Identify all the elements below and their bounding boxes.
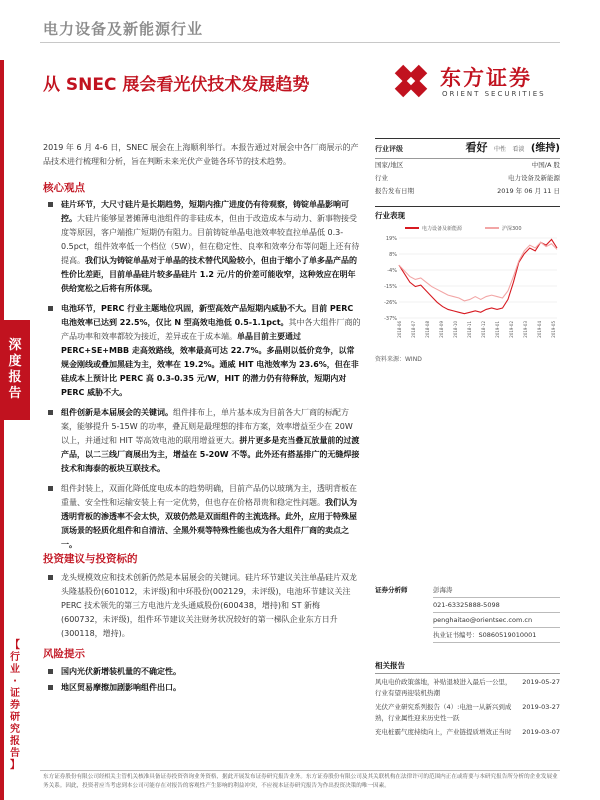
side-sub-char: 报 — [10, 736, 20, 747]
related-report-date: 2019-03-07 — [522, 728, 560, 736]
point-text: 组件排布上，单片基本成为目前各大厂商的标配方案，能够提升 5-15W 的功率，叠瓦则是最理想的排布方案，效率增益至少在 20W 以上，并通过和 HIT 等高效电池的联用增益更大。 — [61, 408, 353, 445]
side-sub-char: · — [13, 676, 17, 687]
analyst-email[interactable]: penghaitao@orientsec.com.cn — [433, 613, 560, 628]
x-tick-label: 2018-08 — [425, 321, 430, 338]
point-bold: 组件创新是本届展会的关键词。 — [61, 408, 173, 417]
rating-row — [375, 138, 560, 159]
analyst-row — [375, 583, 560, 598]
side-tab-char: 度 — [8, 354, 22, 369]
side-tab-char: 告 — [8, 386, 22, 401]
rating-label: 行业评级 — [375, 145, 403, 153]
related-reports — [375, 660, 560, 741]
side-sub-char: 【 — [10, 640, 20, 651]
list-item[interactable] — [375, 677, 560, 699]
section-invest-title: 投资建议与投资标的 — [43, 553, 138, 565]
analyst-row — [375, 598, 560, 613]
list-item — [43, 482, 361, 552]
row-label: 国家/地区 — [375, 161, 404, 169]
company-logo — [388, 58, 568, 108]
analyst-row — [375, 628, 560, 643]
list-item — [43, 198, 361, 296]
report-category-vertical — [4, 640, 26, 772]
related-report-name[interactable]: 充电桩霸气度持续向上，产业链提质增效正当时 — [375, 728, 512, 736]
logo-mark-icon — [388, 58, 434, 104]
side-sub-char: 】 — [10, 760, 20, 771]
x-tick-label: 2018-11 — [467, 321, 472, 338]
section-risk-title: 风险提示 — [43, 648, 85, 660]
x-tick-label: 2018-09 — [439, 321, 444, 338]
point-bold: 硅片环节，大尺寸硅片是长期趋势，短期内推广进度仍有待观察，铸锭单晶影响可控。 — [61, 200, 349, 223]
analyst-name: 彭海涛 — [433, 583, 560, 598]
point-bold: 电池环节，PERC 行业主题地位巩固，新型高效产品短期内威胁不大。目前 PERC 电池效率已达到 22.5%，仅比 N 型高效电池低 0.5-1.1pct。 — [61, 304, 354, 327]
side-tab-char: 深 — [8, 338, 22, 353]
disclaimer-footer: 东方证券股份有限公司经相关主管机关核准具备证券投资咨询业务资格，据此开展发布证券研究报告业务。东方证券股份有限公司及其关联机构在法律许可的范围内正在或将要与本研究报告所分析的企业发展业务关系。因此，投资者应当考虑到本公司可能存在对报告的客观性产生影响的利益冲突，不应视本证券研究报告为作出投资决策的唯一因素。 — [43, 774, 558, 789]
x-tick-label: 2019-03 — [523, 321, 528, 338]
list-item — [43, 406, 361, 476]
core-points-list — [43, 198, 361, 558]
list-item: 龙头规模效应和技术创新仍然是本届展会的关键词。硅片环节建议关注单晶硅片双龙头隆基股份(601012，未评级)和中环股份(002129，未评级)，电池环节建议关注 PERC 技术领先的第三方电池片龙头通威股份(600438，增持)和 ST 新梅(600732，未评级)，组件环节建议关注财务状况较好的第一梯队企业东方日升(300118，增持)。 — [43, 571, 361, 641]
side-sub-char: 告 — [10, 748, 20, 759]
y-tick-label: -15% — [384, 284, 397, 290]
rating-table — [375, 138, 560, 198]
row-label: 报告发布日期 — [375, 187, 414, 195]
related-report-name[interactable]: 风电电价政策落地，补贴退坡进入最后一公里，行业有望再迎装机热潮 — [375, 678, 512, 697]
series-line — [399, 239, 557, 313]
x-tick-label: 2019-04 — [537, 321, 542, 338]
side-sub-char: 研 — [10, 712, 20, 723]
section-core-title: 核心观点 — [43, 182, 85, 194]
row-value: 中国/A 股 — [531, 161, 560, 169]
side-sub-char: 行 — [10, 652, 20, 663]
logo-text-cn: 东方证券 — [440, 66, 532, 90]
point-bold: 拼片更多是充当叠瓦放量前的过渡产品，以二三线厂商展出为主，增益在 5-20W 不等。此外还有搭基排广的无缝焊接技术和海泰的板块互联技术。 — [61, 436, 360, 473]
legend-label: 电力设备及新能源 — [422, 226, 463, 232]
invest-points-list — [43, 571, 361, 647]
analyst-row — [375, 613, 560, 628]
row-label: 行业 — [375, 174, 388, 182]
x-tick-label: 2019-05 — [551, 321, 556, 338]
report-title: 从 SNEC 展会看光伏技术发展趋势 — [43, 75, 310, 95]
rating-value: 看好 — [465, 141, 488, 154]
row-value: 电力设备及新能源 — [508, 174, 560, 182]
report-type-tab — [0, 320, 30, 420]
y-tick-label: -26% — [384, 300, 397, 306]
table-row — [375, 185, 560, 198]
x-tick-label: 2019-02 — [509, 321, 514, 338]
point-bold: 我们认为铸锭单晶对于单晶的技术替代风险较小，但由于缩小了单多晶产品的性价比差距，目前单晶硅片较多晶硅片 1.2 元/片的价差可能收窄，这种效应在明年供给宽松之后将有所体现。 — [61, 256, 357, 293]
related-reports-title: 相关报告 — [375, 660, 560, 674]
x-tick-label: 2018-12 — [481, 321, 486, 338]
y-tick-label: -37% — [384, 316, 397, 322]
y-tick-label: 8% — [389, 252, 397, 258]
x-tick-label: 2018-10 — [453, 321, 458, 338]
series-line — [399, 242, 557, 301]
rating-keep: (维持) — [530, 143, 560, 154]
analyst-phone: 021-63325888-5098 — [433, 598, 560, 613]
risk-points-list — [43, 665, 361, 697]
point-bold: 单晶目前主要通过 PERC+SE+MBB 走高效路线，效率最高可达 22.7%。多晶则以低价竞争，以常规金刚线或叠加黑硅为主，效率在 19.2%。通威 HIT 电池效率为 23.6%，但在非硅成本上预计比 PERC 高 0.3-0.35 元/W，HIT 的潜力仍有待释放，短期内对 PERC 威胁不大。 — [61, 332, 359, 397]
list-item: 地区贸易摩擦加剧影响组件出口。 — [43, 681, 361, 695]
table-row — [375, 159, 560, 172]
list-item[interactable] — [375, 702, 560, 724]
legend-label: 沪深300 — [502, 226, 522, 232]
row-value: 2019 年 06 月 11 日 — [497, 187, 560, 195]
x-tick-label: 2018-07 — [411, 321, 416, 338]
rating-option: 中性 — [493, 146, 506, 153]
x-tick-label: 2018-06 — [397, 321, 402, 338]
y-tick-label: 19% — [385, 236, 397, 242]
chart-source: 资料来源：WIND — [375, 356, 422, 363]
intro-paragraph: 2019 年 6 月 4-6 日，SNEC 展会在上海顺利举行。本报告通过对展会中各厂商展示的产品技术进行梳理和分析，旨在判断未来光伏产业链各环节的技术趋势。 — [43, 143, 359, 166]
side-sub-char: 券 — [10, 700, 20, 711]
logo-text-en: ORIENT SECURITIES — [442, 90, 546, 98]
header-divider — [40, 42, 560, 43]
point-text: 其中各大组件厂商的产品功率和效率都较为接近，差异或在于成本端。 — [61, 318, 361, 341]
related-report-name[interactable]: 光伏产业研究系列报告（4）:电池一从新兴到成熟，行业属性迎来历史性一跃 — [375, 703, 512, 722]
point-text: 组件封装上，双面化降低度电成本的趋势明确，目前产品仍以玻璃为主，透明背板在重量、安全性和运输安装上有一定优势，但也存在价格昂贵和稳定性问题。 — [61, 484, 357, 507]
point-bold: 我们认为透明背板的渗透率不会太快，双玻仍然是双面组件的主流选择。此外，应用于特殊屋顶场景的轻质化组件和自清洁、全黑外观等特殊性能也成为各大组件厂商的卖点之一。 — [61, 498, 357, 549]
list-item: 国内光伏新增装机量的不确定性。 — [43, 665, 361, 679]
industry-performance-title: 行业表现 — [375, 206, 560, 221]
cert-number: S0860519010001 — [478, 631, 537, 639]
table-row — [375, 172, 560, 185]
point-text: 大硅片能够显著摊薄电池组件的非硅成本，但由于改造成本与动力、新事物接受度等原因，客户端推广短期仍有阻力。目前铸锭单晶电池效率较直拉单晶低 0.3-0.5pct，组件效率低一个档位（5W），但在稳定性、良率和效率分布等问题上还有待提高。 — [61, 214, 360, 265]
performance-chart — [375, 220, 560, 340]
list-item — [43, 302, 361, 400]
analyst-info — [375, 583, 560, 643]
rating-option: 看淡 — [512, 146, 525, 153]
side-sub-char: 究 — [10, 724, 20, 735]
footer-divider — [40, 770, 560, 771]
cert-label: 执业证书编号： — [433, 631, 479, 639]
side-sub-char: 业 — [10, 664, 20, 675]
analyst-label: 证券分析师 — [375, 586, 408, 594]
x-tick-label: 2019-01 — [495, 321, 500, 338]
related-report-date: 2019-03-27 — [522, 703, 560, 711]
side-sub-char: 证 — [10, 688, 20, 699]
y-tick-label: -4% — [387, 268, 397, 274]
list-item[interactable] — [375, 727, 560, 738]
related-report-date: 2019-05-27 — [522, 678, 560, 686]
industry-header: 电力设备及新能源行业 — [43, 20, 204, 38]
side-tab-char: 报 — [8, 370, 22, 385]
